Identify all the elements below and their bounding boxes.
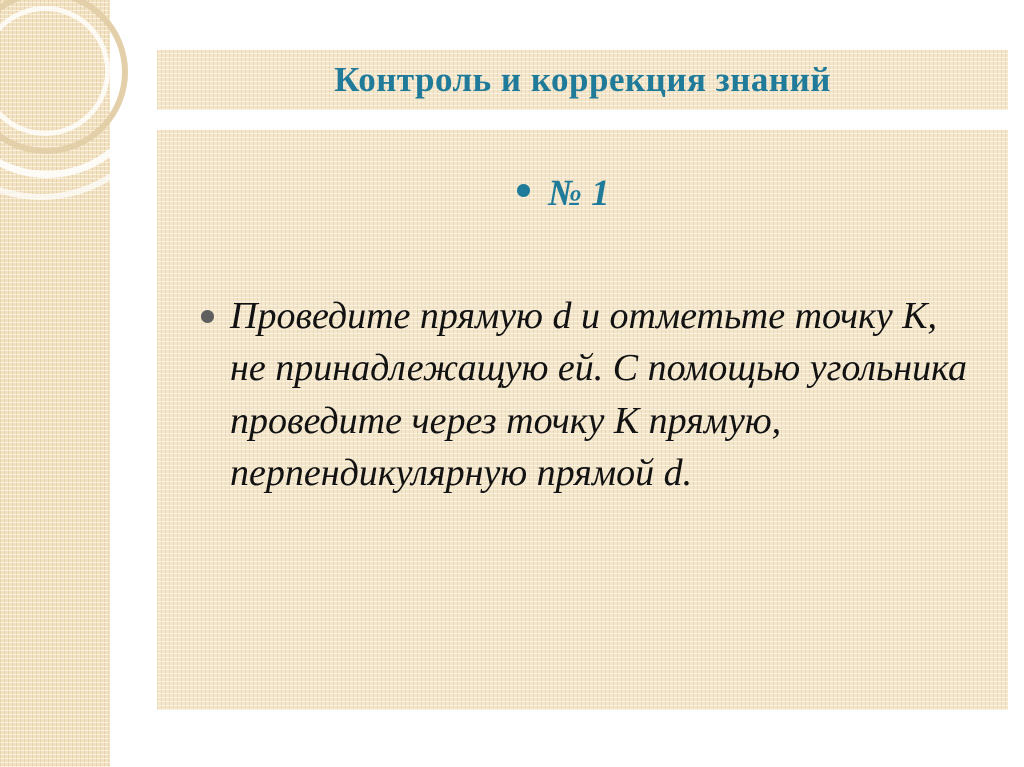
disc-bullet-icon	[201, 310, 214, 323]
list-item-label: Проведите прямую d и отметьте точку К, не принадлежащую ей. С помощью угольника проведите через точку К прямую, перпендикулярную прямой d.	[230, 295, 967, 495]
textured-sidebar-strip	[0, 0, 113, 767]
list-item	[201, 290, 991, 500]
slide-content-panel	[157, 130, 1008, 710]
disc-bullet-icon	[517, 184, 530, 197]
page-title: Контроль и коррекция знаний	[334, 60, 831, 99]
list-item	[517, 172, 610, 215]
list-item-label: № 1	[548, 173, 610, 214]
slide-title-band	[157, 50, 1008, 110]
